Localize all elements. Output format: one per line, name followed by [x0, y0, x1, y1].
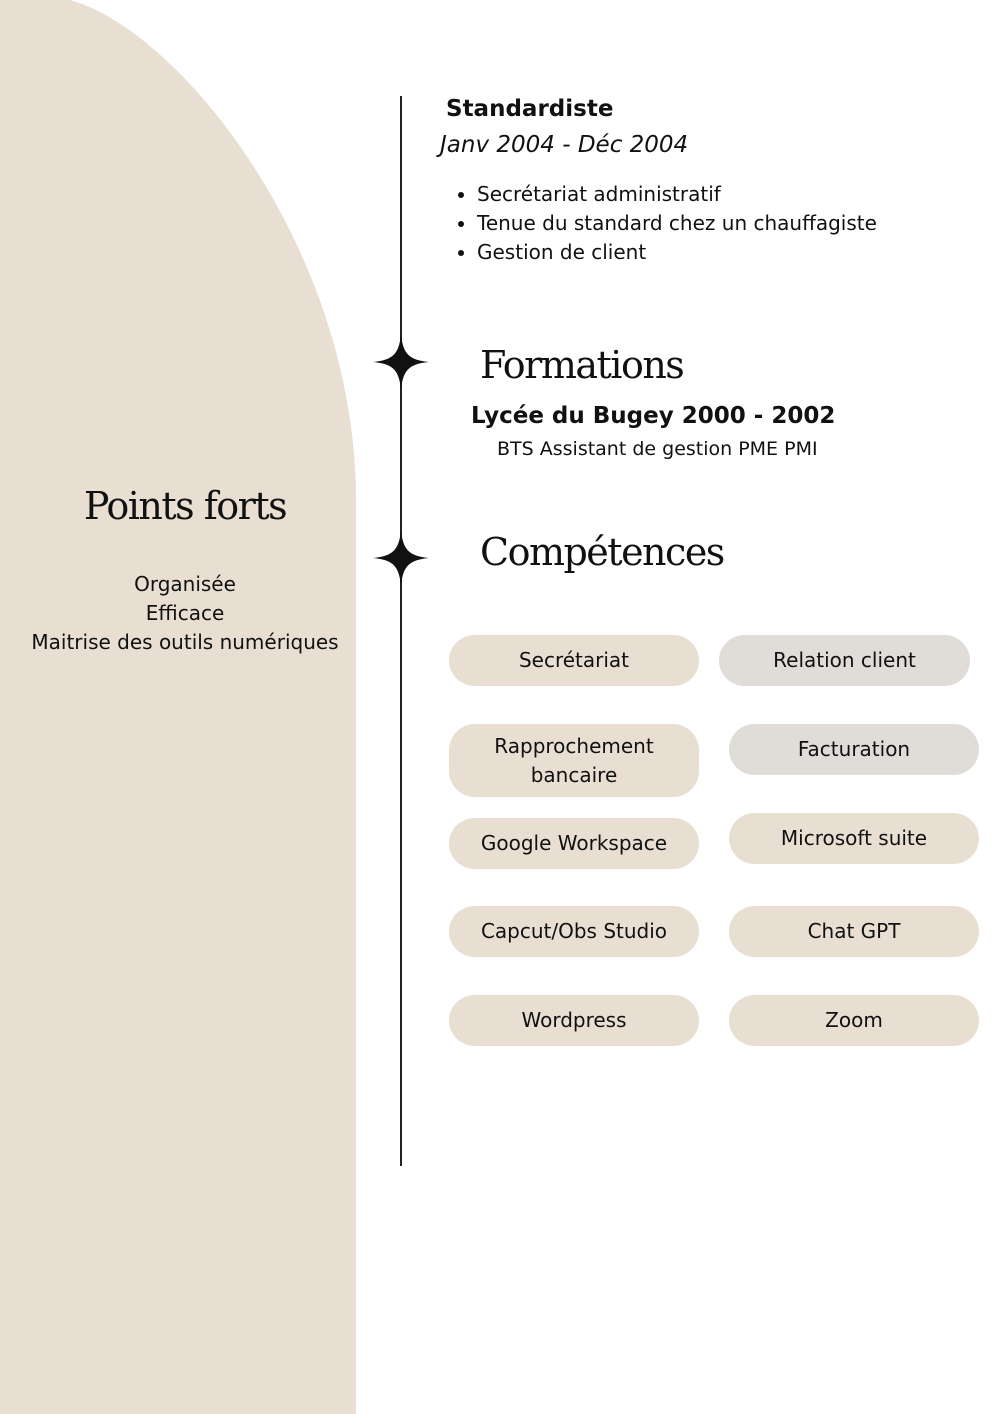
job-task: • Gestion de client	[477, 238, 877, 267]
points-forts-item: Maitrise des outils numériques	[31, 630, 339, 654]
skill-pill: Capcut/Obs Studio	[449, 906, 699, 957]
job-task-list	[477, 180, 877, 267]
job-task: • Secrétariat administratif	[477, 180, 877, 209]
skill-pill: Chat GPT	[729, 906, 979, 957]
skill-pill: Wordpress	[449, 995, 699, 1046]
points-forts-list	[0, 570, 370, 657]
skill-pill: Microsoft suite	[729, 813, 979, 864]
competences-heading: Compétences	[480, 530, 724, 574]
job-title: Standardiste	[446, 96, 614, 122]
skill-pill: Rapprochement bancaire	[449, 724, 699, 797]
sparkle-star-icon	[373, 334, 429, 390]
skill-pill: Facturation	[729, 724, 979, 775]
skill-pill: Google Workspace	[449, 818, 699, 869]
school-name: Lycée du Bugey 2000 - 2002	[471, 403, 836, 429]
job-dates: Janv 2004 - Déc 2004	[440, 132, 689, 158]
skill-pill: Secrétariat	[449, 635, 699, 686]
sidebar-arch-background	[0, 0, 356, 1414]
job-task: • Tenue du standard chez un chauffagiste	[477, 209, 877, 238]
degree-name: BTS Assistant de gestion PME PMI	[497, 438, 818, 460]
points-forts-heading: Points forts	[83, 484, 287, 528]
points-forts-item: Efficace	[145, 601, 225, 625]
points-forts-item: Organisée	[134, 572, 236, 596]
skill-pill: Relation client	[719, 635, 970, 686]
timeline-line	[400, 96, 402, 1166]
formations-heading: Formations	[480, 343, 684, 387]
skill-pill: Zoom	[729, 995, 979, 1046]
sparkle-star-icon	[373, 530, 429, 586]
